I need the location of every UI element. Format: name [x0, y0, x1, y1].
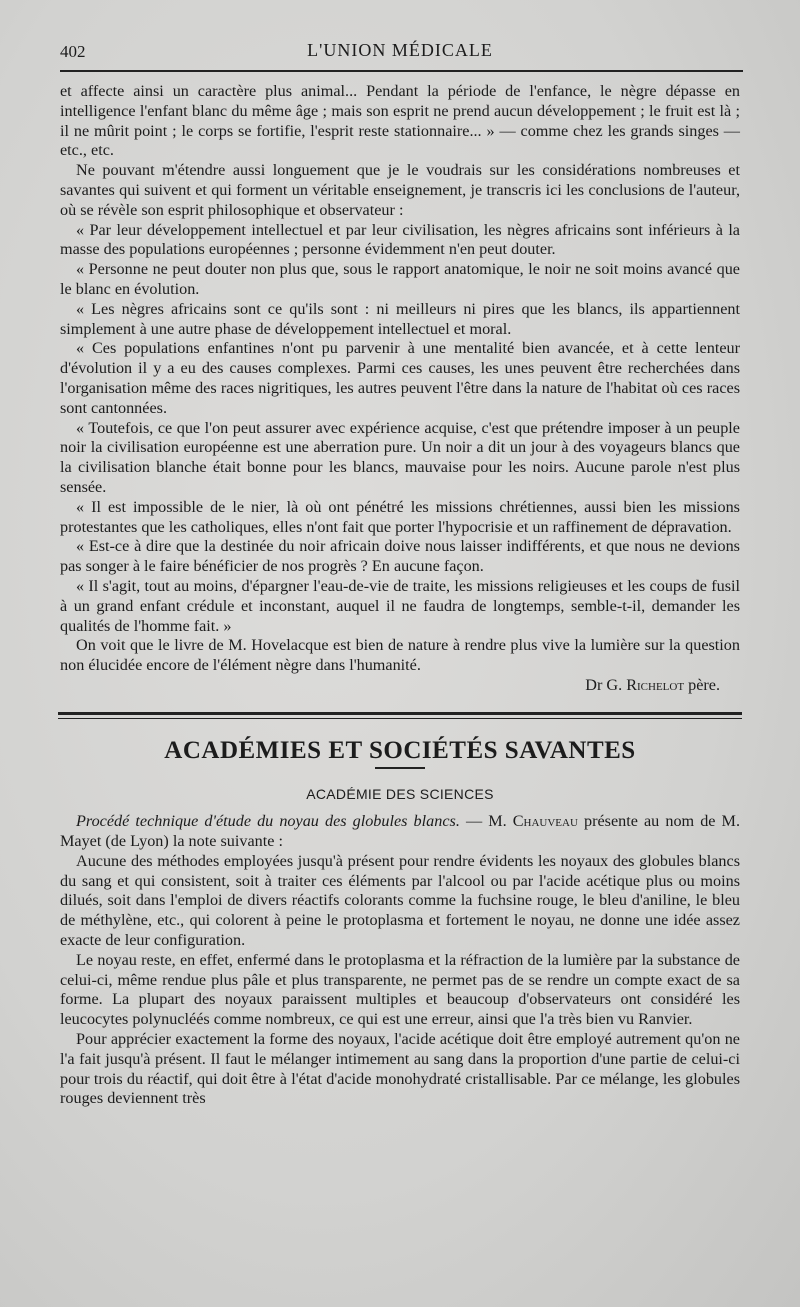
paragraph: Pour apprécier exactement la forme des noyaux, l'acide acétique doit être employé autrement qu'on ne l'a fait jusqu'à présent. Il faut le mélanger intimement au sang dans la proportion d'une partie de celui-ci pour trois du réactif, qui doit être à l'état d'acide monohydraté cristallisable. Par ce mélange, les globules rouges deviennent très — [60, 1030, 740, 1108]
paragraph: Ne pouvant m'étendre aussi longuement que je le voudrais sur les considérations nombreuses et savantes qui suivent et qui forment un véritable enseignement, je transcris ici les conclusions de l'auteur, où se révèle son esprit philosophique et observateur : — [60, 161, 740, 219]
paragraph: « Ces populations enfantines n'ont pu parvenir à une mentalité bien avancée, et à cette lenteur d'évolution il y a eu des causes complexes. Parmi ces causes, les unes peuvent être recherchées dans l'organisation même des races nigritiques, les autres peuvent l'être dans la nature de l'habitat où ces races sont cantonnées. — [60, 339, 740, 417]
paragraph: « Il s'agit, tout au moins, d'épargner l'eau-de-vie de traite, les missions religieuses et les coups de fusil à un grand enfant crédule et inconstant, auquel il ne faudra de longtemps, semble-t-il, demander les qualités de l'homme fait. » — [60, 576, 740, 635]
header-rule — [60, 70, 743, 72]
lead-separator: — M. — [459, 812, 513, 831]
paragraph: Le noyau reste, en effet, enfermé dans le protoplasma et la réfraction de la lumière par la substance de celui-ci, même rendue plus pâle et plus transparente, ne permet pas de se rendre un compte exact de sa forme. La plupart des noyaux paraissent multiples et beaucoup d'observateurs ont considéré les leucocytes polynucléés comme nombreux, ce qui est une erreur, ainsi que l'a très bien vu Ranvier. — [60, 950, 740, 1029]
signature-name: Richelot — [626, 675, 685, 694]
signature-suffix: père. — [684, 675, 720, 694]
author-signature — [60, 676, 740, 696]
paragraph: et affecte ainsi un caractère plus animal... Pendant la période de l'enfance, le nègre dépasse en intelligence l'enfant blanc du même âge ; mais son esprit ne prend aucun développement ; le fruit est là ; il ne mûrit point ; le corps se fortifie, l'esprit reste stationnaire... » — comme chez les grands singes — etc., etc. — [60, 82, 740, 160]
paragraph: « Toutefois, ce que l'on peut assurer avec expérience acquise, c'est que prétendre imposer à un peuple noir la civilisation européenne est une aberration pure. Un noir a dit un jour à des voyageurs blancs que la civilisation blanche était bonne pour les blancs, mauvaise pour les noirs. Aucune parole n'est plus sensée. — [60, 418, 740, 496]
signature-prefix: Dr G. — [585, 675, 627, 694]
paragraph: « Les nègres africains sont ce qu'ils sont : ni meilleurs ni pires que les blancs, ils appartiennent simplement à une autre phase de développement intellectuel et moral. — [60, 299, 740, 338]
page-header — [60, 40, 740, 70]
lead-rest: présente au nom de M. Mayet (de Lyon) la note suivante : — [60, 812, 740, 851]
subsection-title: ACADÉMIE DES SCIENCES — [306, 785, 494, 802]
paragraph: Aucune des méthodes employées jusqu'à présent pour rendre évidents les noyaux des globules blancs du sang et qui consistent, soit à traiter ces éléments par l'alcool ou par l'acide acétique plus ou moins dilués, soit dans l'emploi de divers réactifs colorants comme la fuchsine rouge, le bleu d'aniline, le bleu de méthylène, etc., qui colorent à peine le protoplasma et fortement le noyau, ne donne une idée assez exacte de leur configuration. — [60, 851, 740, 950]
section-divider — [58, 712, 742, 719]
section-body — [60, 812, 740, 1109]
paragraph: « Personne ne peut douter non plus que, sous le rapport anatomique, le noir ne soit moins avancé que le blanc en évolution. — [60, 260, 740, 298]
lead-paragraph — [60, 812, 740, 852]
running-title: L'UNION MÉDICALE — [307, 40, 493, 60]
title-underline — [375, 767, 425, 769]
paragraph: On voit que le livre de M. Hovelacque est bien de nature à rendre plus vive la lumière sur la question non élucidée encore de l'élément nègre dans l'humanité. — [60, 636, 740, 675]
paragraph: « Par leur développement intellectuel et par leur civilisation, les nègres africains sont inférieurs à la masse des populations européennes ; personne évidemment n'en peut douter. — [60, 220, 740, 259]
paragraph: « Il est impossible de le nier, là où ont pénétré les missions chrétiennes, aussi bien les missions protestantes que les catholiques, elles n'ont fait que porter l'hypocrisie et un raffinement de dépravation. — [60, 497, 740, 536]
lead-presenter: Chauveau — [512, 812, 578, 831]
section-title: ACADÉMIES ET SOCIÉTÉS SAVANTES — [164, 736, 636, 764]
paragraph: « Est-ce à dire que la destinée du noir africain doive nous laisser indifférents, et que nous ne devions pas songer à le faire bénéficier de nos progrès ? En aucune façon. — [60, 537, 740, 576]
article-body — [60, 82, 740, 1109]
lead-title: Procédé technique d'étude du noyau des globules blancs. — [76, 812, 460, 831]
page-number: 402 — [60, 42, 86, 61]
